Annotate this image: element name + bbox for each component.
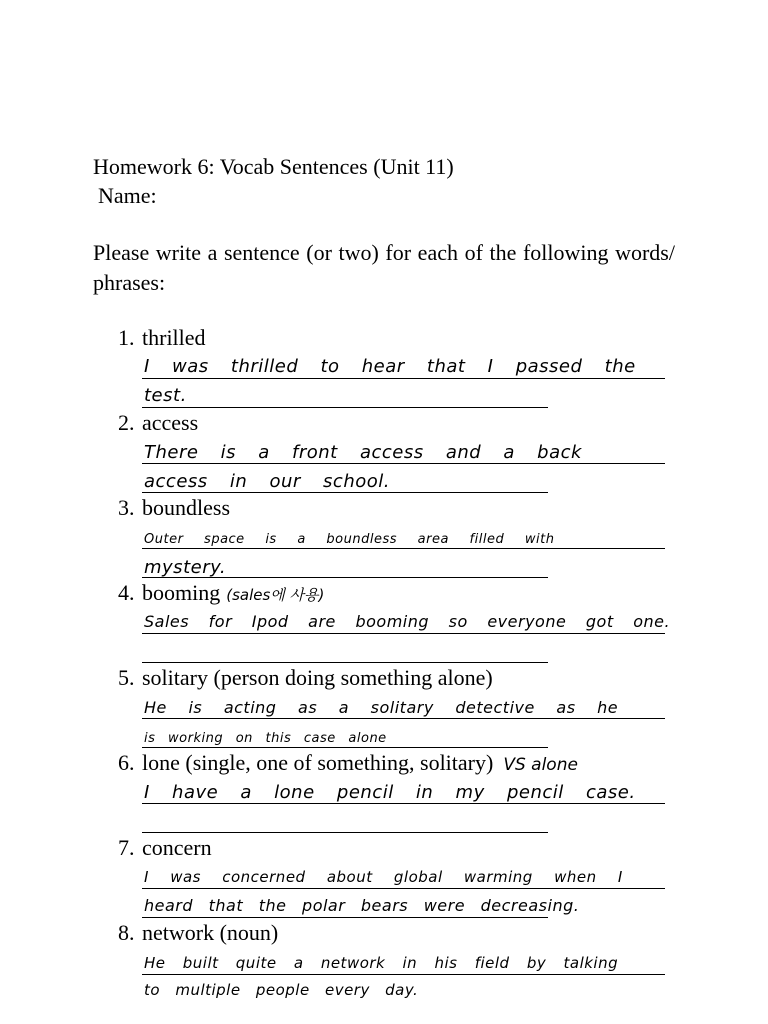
item-3-label	[118, 495, 230, 521]
answer-rule	[142, 888, 665, 889]
answer-rule	[142, 492, 548, 493]
item-word: lone (single, one of something, solitary)	[142, 750, 494, 775]
item-8-answer-line2: to multiple people every day.	[144, 981, 419, 999]
answer-rule	[142, 463, 665, 464]
item-2-answer-line2: access in our school.	[144, 471, 390, 492]
answer-rule	[142, 633, 665, 634]
item-6-answer-line1: I have a lone pencil in my pencil case.	[144, 782, 636, 803]
item-5-answer-line1: He is acting as a solitary detective as he	[144, 698, 619, 717]
item-5-answer-line2: is working on this case alone	[144, 731, 387, 746]
item-4-note: (sales에 사용)	[226, 586, 325, 604]
instructions: Please write a sentence (or two) for each of the following words/ phrases:	[93, 240, 675, 295]
item-3-answer-line1: Outer space is a boundless area filled with	[144, 532, 555, 547]
name-label: Name:	[98, 183, 157, 208]
item-2-label	[118, 410, 198, 436]
item-5-label	[118, 665, 493, 691]
answer-rule	[142, 577, 548, 578]
item-6-label	[118, 750, 578, 776]
item-number: 6.	[118, 750, 135, 775]
item-word: concern	[142, 835, 212, 860]
item-7-label	[118, 835, 212, 861]
item-word: access	[142, 410, 199, 435]
item-1-answer-line1: I was thrilled to hear that I passed the	[144, 356, 636, 377]
item-1-answer-line2: test.	[144, 385, 187, 406]
item-number: 7.	[118, 835, 135, 860]
item-4-label	[118, 580, 324, 606]
page-title: Homework 6: Vocab Sentences (Unit 11)	[93, 154, 454, 179]
item-8-label	[118, 920, 278, 946]
answer-rule	[142, 548, 665, 549]
item-word: thrilled	[142, 325, 206, 350]
item-8-answer-line1: He built quite a network in his field by talking	[144, 954, 619, 972]
item-7-answer-line1: I was concerned about global warming when I	[144, 868, 623, 886]
item-number: 3.	[118, 495, 135, 520]
item-6-note: VS alone	[503, 755, 578, 775]
item-number: 5.	[118, 665, 135, 690]
answer-rule	[142, 974, 665, 975]
item-2-answer-line1: There is a front access and a back	[144, 442, 582, 463]
item-1-label	[118, 325, 206, 351]
item-number: 2.	[118, 410, 135, 435]
item-3-answer-line2: mystery.	[144, 557, 227, 578]
answer-rule	[142, 662, 548, 663]
item-number: 4.	[118, 580, 135, 605]
item-4-answer-line1: Sales for Ipod are booming so everyone got one.	[144, 612, 671, 631]
answer-rule	[142, 803, 665, 804]
item-word: booming	[142, 580, 221, 605]
item-7-answer-line2: heard that the polar bears were decreasing.	[144, 896, 580, 915]
answer-rule	[142, 747, 548, 748]
item-number: 1.	[118, 325, 135, 350]
answer-rule	[142, 718, 665, 719]
item-number: 8.	[118, 920, 135, 945]
answer-rule	[142, 917, 548, 918]
answer-rule	[142, 407, 548, 408]
answer-rule	[142, 378, 665, 379]
answer-rule	[142, 832, 548, 833]
item-word: network (noun)	[142, 920, 279, 945]
item-word: boundless	[142, 495, 230, 520]
item-word: solitary (person doing something alone)	[142, 665, 493, 690]
